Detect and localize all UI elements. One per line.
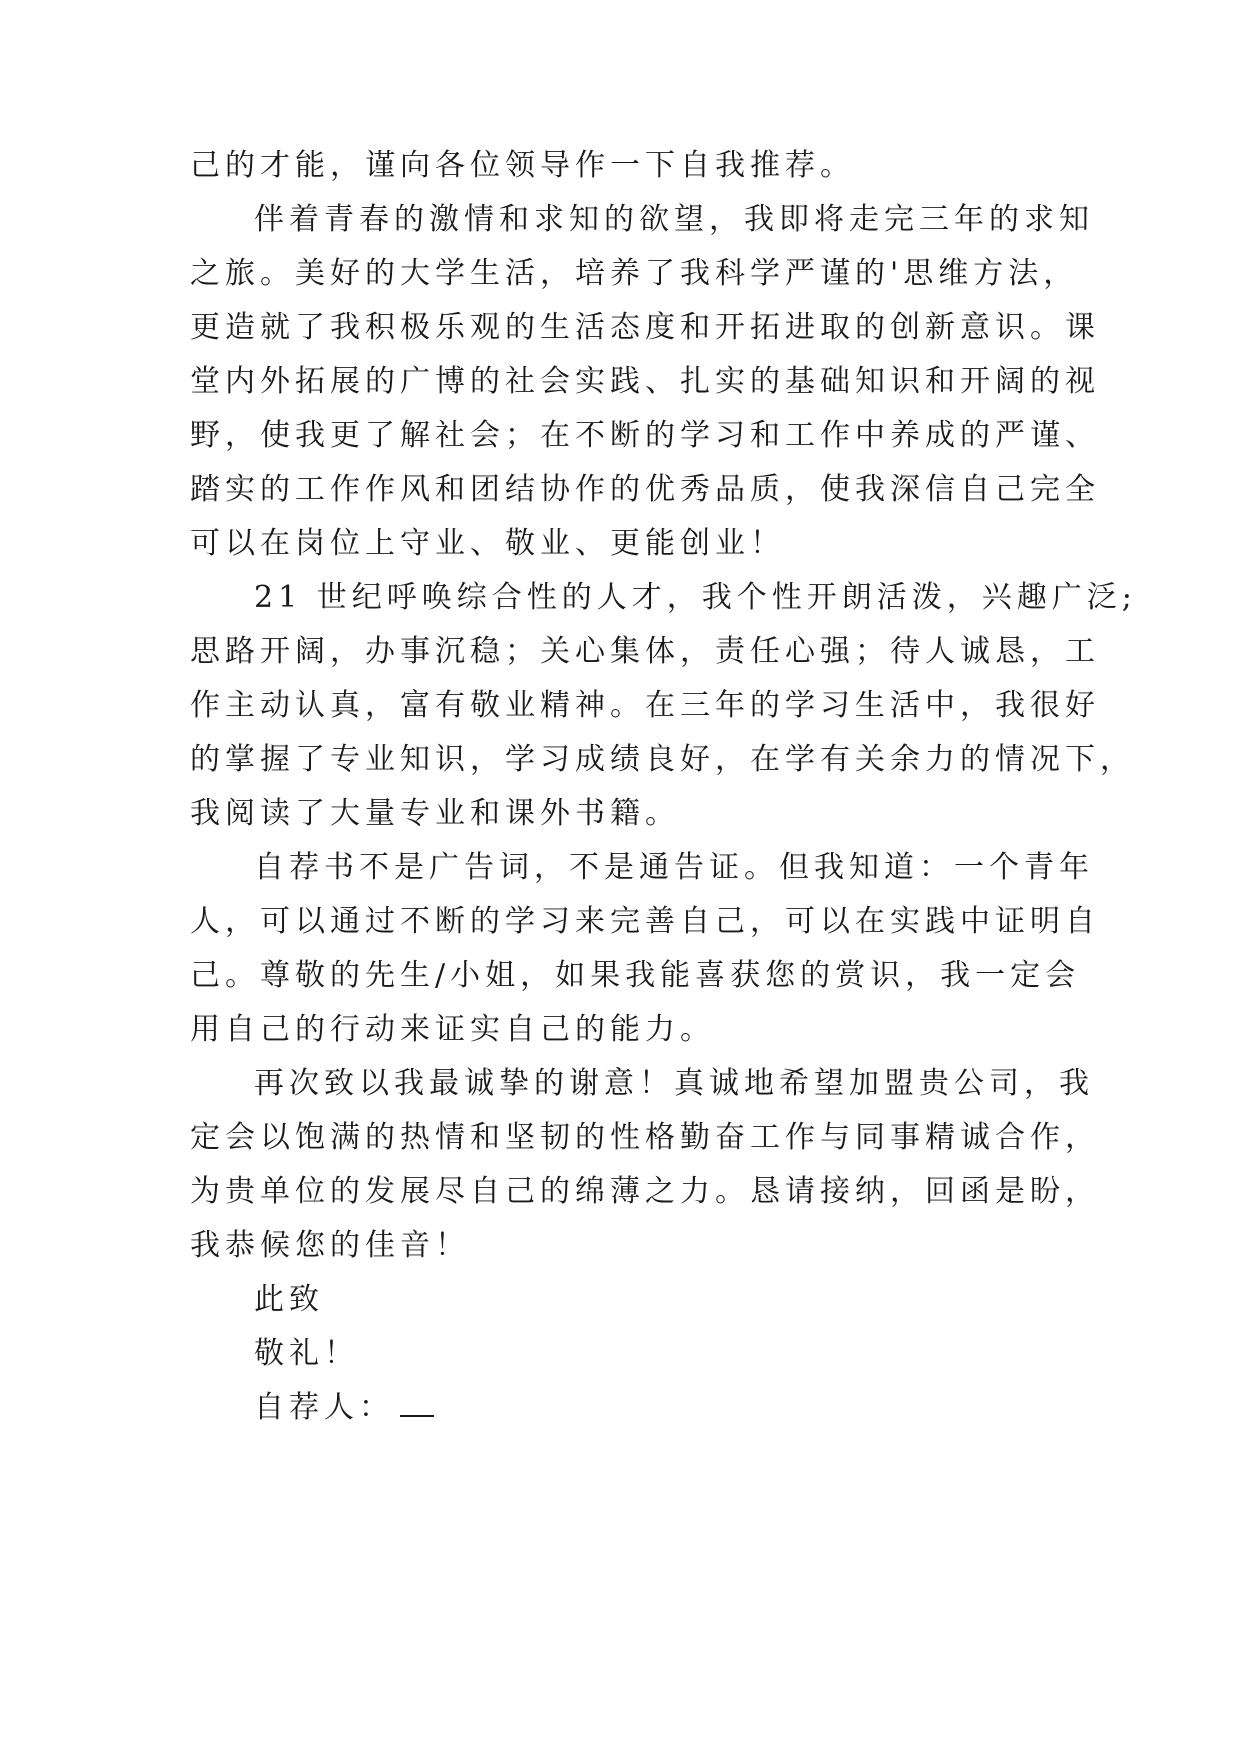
body-line: 思路开阔，办事沉稳；关心集体，责任心强；待人诚恳，工 (190, 634, 1100, 669)
body-line: 己的才能，谨向各位领导作一下自我推荐。 (190, 148, 855, 183)
paragraph-start-line: 21 世纪呼唤综合性的人才，我个性开朗活泼，兴趣广泛; (254, 580, 1137, 615)
paragraph-start-line: 再次致以我最诚挚的谢意！真诚地希望加盟贵公司，我 (254, 1066, 1094, 1101)
body-line: 用自己的行动来证实自己的能力。 (190, 1012, 715, 1047)
body-line: 踏实的工作作风和团结协作的优秀品质，使我深信自己完全 (190, 472, 1100, 507)
body-line: 人，可以通过不断的学习来完善自己，可以在实践中证明自 (190, 904, 1100, 939)
body-line: 作主动认真，富有敬业精神。在三年的学习生活中，我很好 (190, 688, 1100, 723)
body-line: 己。尊敬的先生/小姐，如果我能喜获您的赏识，我一定会 (190, 958, 1081, 993)
signature-blank (400, 1391, 434, 1417)
body-line: 更造就了我积极乐观的生活态度和开拓进取的创新意识。课 (190, 310, 1100, 345)
signature-label: 自荐人： (254, 1390, 394, 1425)
closing-regards: 敬礼！ (254, 1336, 359, 1371)
body-line: 我阅读了大量专业和课外书籍。 (190, 796, 680, 831)
body-line: 的掌握了专业知识，学习成绩良好，在学有关余力的情况下， (190, 742, 1135, 777)
body-line: 之旅。美好的大学生活，培养了我科学严谨的'思维方法， (190, 256, 1079, 291)
body-line: 定会以饱满的热情和坚韧的性格勤奋工作与同事精诚合作， (190, 1120, 1100, 1155)
closing-salutation: 此致 (254, 1282, 324, 1317)
body-line: 为贵单位的发展尽自己的绵薄之力。恳请接纳，回函是盼， (190, 1174, 1100, 1209)
body-line: 我恭候您的佳音！ (190, 1228, 470, 1263)
body-line: 野，使我更了解社会；在不断的学习和工作中养成的严谨、 (190, 418, 1100, 453)
paragraph-start-line: 自荐书不是广告词，不是通告证。但我知道：一个青年 (254, 850, 1094, 885)
signature-row (254, 1388, 434, 1428)
body-line: 可以在岗位上守业、敬业、更能创业！ (190, 526, 785, 561)
paragraph-start-line: 伴着青春的激情和求知的欲望，我即将走完三年的求知 (254, 202, 1094, 237)
body-line: 堂内外拓展的广博的社会实践、扎实的基础知识和开阔的视 (190, 364, 1100, 399)
